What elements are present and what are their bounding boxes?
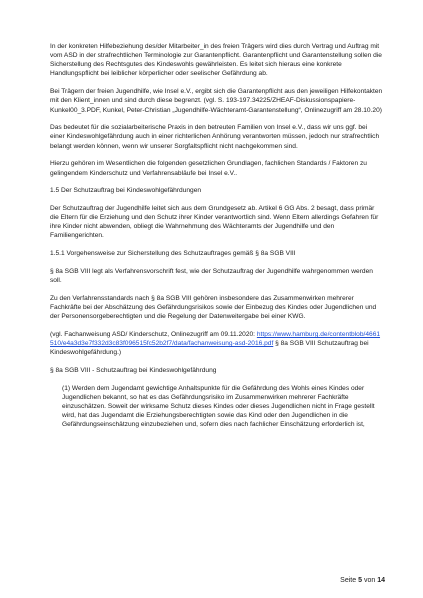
citation-paragraph (50, 330, 383, 357)
heading-vorgehensweise: 1.5.1 Vorgehensweise zur Sicherstellung des Schutzauftrages gemäß § 8a SGB VIII (50, 250, 296, 258)
paragraph-verfahrensvorschrift: § 8a SGB VIII legt als Verfahrensvorschrift fest, wie der Schutzauftrag der Jugendhilfe wahrgenommen werden soll. (50, 267, 373, 285)
footer-prefix: Seite (340, 577, 357, 584)
paragraph-grundlagen: Hierzu gehören im Wesentlichen die folgenden gesetzlichen Grundlagen, fachlichen Standards / Faktoren zu gelingendem Kinderschutz und Verfahrensabläufe bei Insel e.V.. (50, 160, 367, 177)
citation-suffix: § 8a SGB VIII Schutzauftrag bei Kindeswohlgefährdung.) (50, 340, 369, 357)
paragraph-freie-traeger: Bei Trägern der freien Jugendhilfe, wie Insel e.V., ergibt sich die Garantenpflicht aus den jeweiligen Hilfekontakten mit den Klient_innen und sind durch diese begrenzt. (vgl. S. 193-197.34225/ZHEAF-Diskussionspapiere-Kunkel00_3.PDF, Kunkel, Peter-Christian „Jugendhilfe-Wächteramt-Garantenstellung“, Onlinezugriff am 28.10.20) (50, 88, 383, 114)
paragraph-garantenpflicht: In der konkreten Hilfebeziehung des/der Mitarbeiter_in des freien Trägers wird dies durch Vertrag und Auftrag mit vom ASD in der strafrechtlichen Terminologie zur Garantenpflicht. Garantenpflicht und Garantenstellung sollen die Sicherstellung des Rechtsgutes des Kindeswohls gewährleisten. Es leitet sich hieraus eine konkrete Handlungspflicht bei leiblicher körperlicher oder seelischer Gefährdung ab. (50, 43, 382, 78)
page-content (50, 42, 383, 438)
paragraph-praxis: Das bedeutet für die sozialarbeiterische Praxis in den betreuten Familien von Insel e.V., dass wir uns ggf. bei einer Kindeswohlgefährdung auch in einer richterlichen Anhörung verantworten müssen, jedoch nur strafrechtlich belangt werden können, wenn wir unserer Sorgfaltspflicht nicht nachgekommen sind. (50, 124, 380, 150)
citation-prefix: (vgl. Fachanweisung ASD/ Kinderschutz, Onlinezugriff am 09.11.2020: (50, 330, 256, 338)
heading-schutzauftrag: 1.5 Der Schutzauftrag bei Kindeswohlgefährdungen (50, 187, 202, 195)
law-quote: (1) Werden dem Jugendamt gewichtige Anhaltspunkte für die Gefährdung des Wohls eines Kindes oder Jugendlichen bekannt, so hat es das Gefährdungsrisiko im Zusammenwirken mehrerer Fachkräfte einzuschätzen. Soweit der wirksame Schutz dieses Kindes oder dieses Jugendlichen nicht in Frage gestellt wird, hat das Jugendamt die Erziehungsberechtigten sowie das Kind oder den Jugendlichen in die Gefährdungseinschätzung einzubeziehen und, sofern dies nach fachlicher Einschätzung erforderlich ist, (62, 384, 375, 429)
paragraph-verfahrensstandards: Zu den Verfahrensstandards nach § 8a SGB VIII gehören insbesondere das Zusammenwirken mehrerer Fachkräfte bei der Abschätzung des Gefährdungsrisikos sowie der Einbezug des Kindes oder Jugendlichen und der Personensorgeberechtigten und die Regelung der Datenweitergabe bei einer KWG. (50, 294, 377, 321)
paragraph-grundgesetz: Der Schutzauftrag der Jugendhilfe leitet sich aus dem Grundgesetz ab. Artikel 6 GG Abs. 2 besagt, dass primär die Eltern für die Erziehung und den Schutz ihrer Kinder verantwortlich sind. Wenn Eltern allerdings Gefahren für ihre Kinder nicht abwenden, obliegt die Wahrnehmung des Wächteramts der Jugendhilfe und den Familiengerichten. (50, 205, 379, 240)
footer-separator: von (363, 577, 376, 584)
section-heading: § 8a SGB VIII - Schutzauftrag bei Kindeswohlgefährdung (50, 367, 217, 374)
page-total: 14 (377, 577, 385, 584)
page-number: 5 (358, 577, 362, 584)
page-footer (340, 577, 385, 584)
fachanweisung-link[interactable]: https://www.hamburg.de/contentblob/4661510/e4a3d3e7f332d3c83f096515fc52b2f7/data/fachanweisung-asd-2016.pdf (50, 330, 381, 348)
